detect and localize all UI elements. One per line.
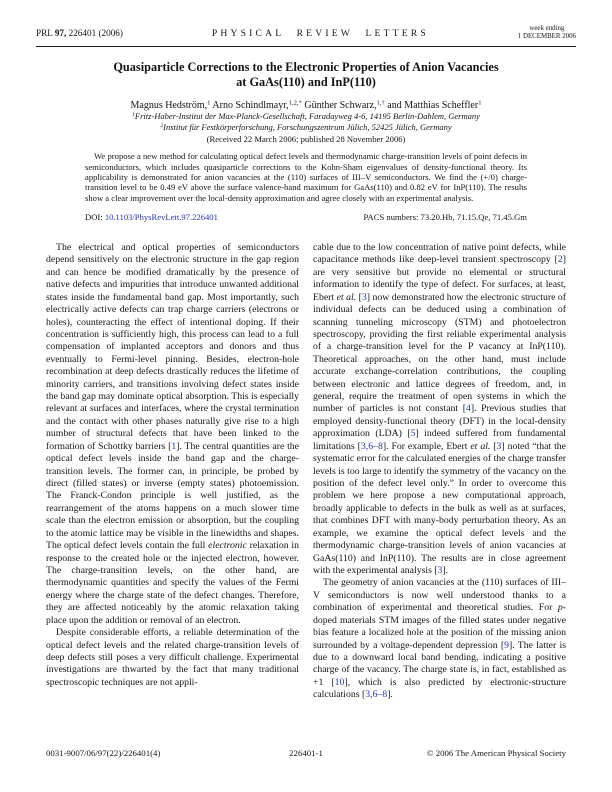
page-number: 226401-1 [289,748,323,758]
text-segment: Arno Schindlmayr, [210,100,289,111]
text-segment: et al. [336,291,357,303]
text-segment: ]. The latter is due to a downward local band bending, indicating a positive charge of the vacancy. The charge state is, in fact, established as +1 [ [313,639,566,688]
citation-link[interactable]: 1 [171,440,177,452]
paper-title-line2: at GaAs(110) and InP(110) [236,75,376,89]
citation-link[interactable]: 5 [410,428,416,440]
issue-date: 1 DECEMBER 2006 [517,33,576,41]
received-line: (Received 22 March 2006; published 28 November 2006) [206,134,406,145]
doi-pacs-row [85,212,527,222]
doi-label: DOI: [85,211,105,222]
citation-link[interactable]: 3,6–8 [365,689,388,701]
citation-link[interactable]: 2 [557,254,563,266]
text-segment: Despite considerable efforts, a reliable determination of the optical defect levels and the related charge-transition levels of deep defects still poses a very difficult challenge. Experimental investigations are thwarted by the fact that many traditional spectroscopic techniques are not appli- [46,627,299,688]
citation-link[interactable]: 4 [465,403,471,415]
citation-link[interactable]: 3 [496,440,502,452]
affiliation-2 [0,122,612,133]
text-segment: ] indeed suffered from fundamental limitations [ [313,428,566,452]
citation-link[interactable]: 10 [334,676,345,688]
text-segment: ]. [387,689,393,701]
text-segment: cable due to the low concentration of native point defects, while capacitance methods like deep-level transient spectroscopy [ [313,242,566,266]
text-segment: ]. The central quantities are the optical defect levels inside the band gap and the charge-transition levels. The former can, in principle, be probed by direct (filled states) or inverse (empty states) photoemission. The Franck-Condon principle is well justified, as the rearrangement of the atoms happens on a much slower time scale than the electron emission or absorption, but the coupling to the atomic lattice may be visible in the linewidths and shapes. The optical defect levels contain the full [46,440,299,552]
text-segment: ] now demonstrated how the electronic structure of individual defects can be deduced using a combination of scanning tunneling microscopy (STM) and photoelectron spectroscopy, providing the first reliable experimental analysis of a charge-transition level for the P vacancy at InP(110). Theoretical approaches, on the other hand, must include accurate exchange-correlation contributions, the coupling between electronic and lattice degrees of freedom, and, in general, require the treatment of open systems in which the number of particles is not constant [ [313,291,566,415]
footnote-link[interactable]: † [381,99,385,107]
citation-link[interactable]: 3 [437,564,443,576]
text-segment: ], which is also predicted by electronic-structure calculations [ [313,676,566,701]
paper-title [0,60,612,90]
citation-link[interactable]: 3 [361,291,367,303]
text-segment: Magnus Hedström, [130,100,208,111]
text-segment: ] are very sensitive but provide no elemental or structural information to identify the type of defect. For surfaces, at least, Ebert [313,254,566,303]
text-segment: 2 [160,122,164,129]
text-segment: 1,2, [288,99,299,107]
journal-header [36,25,576,41]
pacs-numbers: PACS numbers: 73.20.Hb, 71.15.Qe, 71.45.Gm [363,211,527,222]
week-ending-label: week ending [529,25,565,32]
journal-name: PHYSICAL REVIEW LETTERS [211,27,429,39]
text-segment: et al. [470,440,491,452]
author-list [0,100,612,111]
abstract [85,151,527,203]
text-segment: 97, [54,28,67,39]
body-paragraph [46,242,299,627]
issn-code: 0031-9007/06/97(22)/226401(4) [46,748,161,758]
text-segment: ]. [442,564,449,576]
text-segment: relaxation in response to the created hole or the injected electron, however. The charge-transition levels, on the other hand, are thermodynamic quantities and specify the values of the Fermi energy where the charge state of the defect changes. Therefore, they are affected noticeably by the atomic relaxation taking place upon the addition or removal of an electron. [46,540,299,626]
body-columns [46,242,566,734]
week-ending [518,25,576,41]
text-segment: Günther Schwarz, [301,100,377,111]
text-segment: 1 [132,112,135,119]
journal-citation [36,28,123,38]
body-paragraph [313,577,566,701]
text-segment: 226401 (2006) [66,28,123,39]
front-matter [0,60,612,222]
affiliation-1 [0,111,612,122]
text-segment: ]. For example, Ebert [382,440,471,452]
paper-title-line1: Quasiparticle Corrections to the Electronic Properties of Anion Vacancies [113,60,499,74]
text-segment: Fritz-Haber-Institut der Max-Planck-Gesellschaft, Faradayweg 4-6, 14195 Berlin-Dahlem, Germany [134,111,480,121]
body-paragraph [46,627,299,689]
text-segment: 1 [207,99,211,107]
text-segment: [ [356,291,362,303]
text-segment: electronic [208,540,247,552]
citation-link[interactable]: 9 [504,639,510,651]
copyright-notice: © 2006 The American Physical Society [426,748,566,758]
text-segment: ]. Previous studies that employed density-functional theory (DFT) in the local-density approximation (LDA) [ [313,403,566,440]
text-segment: The geometry of anion vacancies at the (110) surfaces of III–V semiconductors is now well understood thanks to a combination of experimental and theoretical studies. For [313,577,566,614]
doi [85,212,218,222]
text-segment: -doped materials STM images of the filled states under negative bias feature a localized hole at the position of the missing anion surrounded by a voltage-dependent depression [ [313,602,566,651]
doi-link[interactable]: 10.1103/PhysRevLett.97.226401 [104,211,218,222]
text-segment: ] noted “that the systematic error for the calculated energies of the charge transfer levels is too large to identify the symmetry of the vacancy on the position of the defect level only.” In order to overcome this problem we here propose a new computational approach, broadly applicable to defects in the bulk as well as at surfaces, that combines DFT with many-body perturbation theory. As an example, we examine the optical defect levels and the thermodynamic charge-transition levels of anion vacancies at GaAs(110) and InP(110). The results are in close agreement with the experimental analysis [ [313,440,566,576]
left-column [46,242,299,734]
citation-link[interactable]: 3,6–8 [360,440,383,452]
page-footer [46,748,566,758]
text-segment: and Matthias Scheffler [384,100,479,111]
text-segment: The electrical and optical properties of semiconductors depend sensitively on the electronic structure in the gap region and can hence be modified dramatically by the presence of native defects and impurities that introduce unwanted additional states inside the fundamental band gap. Most importantly, such electrically active defects can trap charge carriers (electrons or holes), counteracting the effect of intentional doping. If their concentration is sufficiently high, this process can lead to a full compensation of implanted acceptors and donors and thus eventually to Fermi-level pinning. Besides, electron-hole recombination at deep defects drastically reduces the lifetime of minority carriers, and transitions involving defect states inside the band gap may dominate optical absorption. This is especially relevant at surfaces and interfaces, where the crystal termination and the contact with other phases naturally give rise to a high number of structural defects that have been linked to the formation of Schottky barriers [ [46,242,299,452]
text-segment: 1 [478,99,482,107]
text-segment: PRL [36,28,55,39]
footnote-link[interactable]: * [298,99,302,107]
text-segment: We propose a new method for calculating optical defect levels and thermodynamic charge-transition levels of point defects in semiconductors, which includes quasiparticle corrections to the Kohn-Sham eigenvalues of density-functional theory. Its applicability is demonstrated for anion vacancies at the (110) surfaces of III–V semiconductors. We find the (+/0) charge-transition level to be 0.49 eV above the surface valence-band maximum for GaAs(110) and 0.82 eV for InP(110). The results show a clear improvement over the local-density approximation and agree closely with an experimental analysis. [85,151,527,203]
text-segment: Institut für Festkörperforschung, Forschungszentrum Jülich, 52425 Jülich, Germany [163,121,452,132]
text-segment: p [557,602,563,614]
body-paragraph [313,242,566,577]
text-segment: [ [490,440,497,452]
header-rule [36,46,576,47]
text-segment: 1, [376,99,382,107]
right-column [313,242,566,734]
